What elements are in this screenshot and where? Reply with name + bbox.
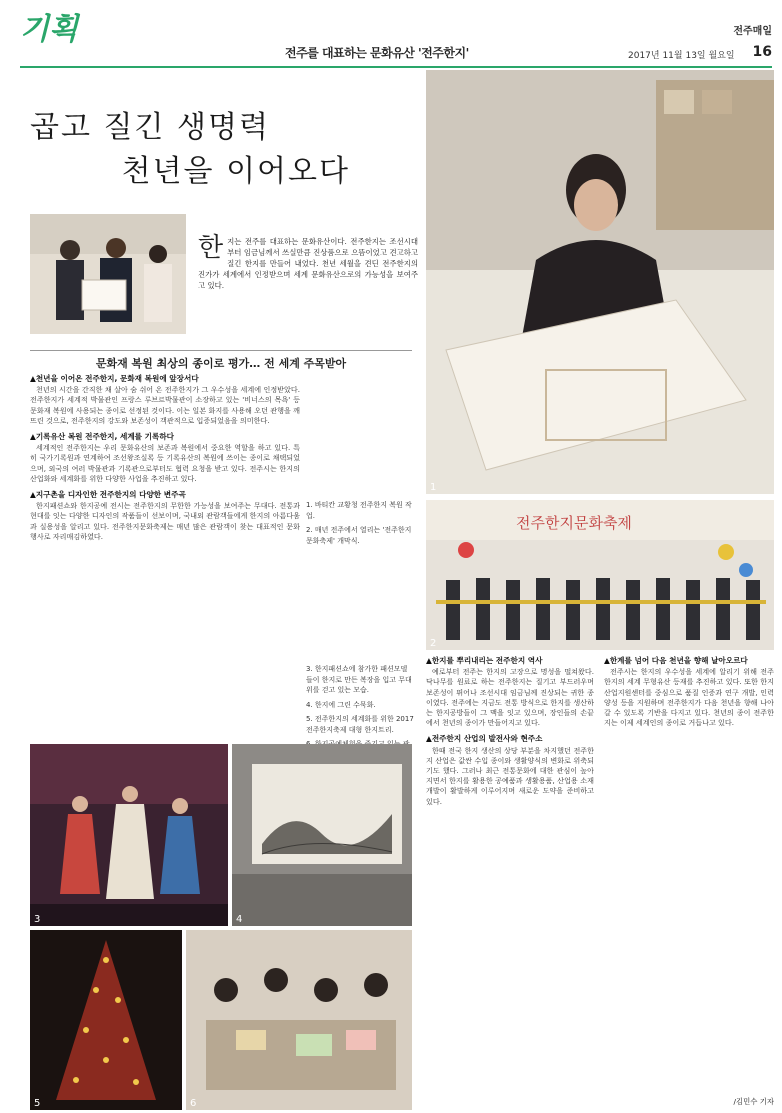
headline-line-2: 천년을 이어오다 [121, 154, 350, 189]
headline-line-1: 곱고 질긴 생명력 [30, 110, 270, 145]
photo-ink-painting [232, 744, 412, 926]
article-3-body: 한지패션쇼와 한지공예 전시는 전주한지의 무한한 가능성을 보여주는 무대다. 전통과 현대를 잇는 다양한 디자인의 작품들이 선보이며, 국내외 관람객들에게 한지의 아름다움과 실용성을 알리고 있다. 전주한지문화축제는 매년 많은 관람객이 찾는 대표적인 문화행사로 자리매김하였다. [30, 501, 300, 541]
svg-text:1: 1 [430, 482, 437, 493]
article-5-heading: ▲전주한지 산업의 발전사와 현주소 [426, 734, 543, 744]
svg-text:6: 6 [190, 1098, 197, 1109]
series-topic: 전주를 대표하는 문화유산 '전주한지' [285, 46, 469, 60]
fashion-illustration [30, 744, 228, 926]
article-5-body: 한때 전국 한지 생산의 상당 부분을 차지했던 전주한지 산업은 값싼 수입 종이와 생활양식의 변화로 위축되기도 했다. 그러나 최근 전통문화에 대한 관심이 높아지면서 한지를 활용한 공예품과 생활용품, 산업용 소재 개발이 활발하게 이루어지며 새로운 도약을 준비하고 있다. [426, 745, 594, 806]
svg-text:4: 4 [236, 914, 243, 925]
article-column-3 [426, 656, 594, 1110]
craft-illustration [186, 930, 412, 1110]
article-6-heading: ▲한계를 넘어 다음 천년을 향해 날아오르다 [604, 656, 748, 665]
reporter-byline: /김민수 기자 [733, 1097, 774, 1106]
svg-text:3: 3 [34, 914, 41, 925]
svg-text:5: 5 [34, 1098, 41, 1109]
photo-captions-top [306, 500, 414, 550]
publication-name: 전주매일 [733, 26, 772, 37]
photo-craft-experience [186, 930, 412, 1110]
caption-5: 5. 전주한지의 세계화를 위한 2017 전주한지축제 대형 한지트리. [306, 715, 414, 734]
article-subhead: 문화재 복원 최상의 종이로 평가… 전 세계 주목받아 [30, 350, 412, 371]
ink-painting-illustration [232, 744, 412, 926]
article-2-body: 세계적인 전주한지는 우리 문화유산의 보존과 복원에서 중요한 역할을 하고 있다. 특히 국가기록원과 연계하여 조선왕조실록 등 기록유산의 복원에 쓰이는 종이로 채택되었으며, 외국의 여러 박물관과 기록관으로부터도 협력 요청을 받고 있다. 전주시는 한지의 산업화와 세계화를 위한 다양한 사업을 추진하고 있다. [30, 443, 300, 483]
svg-text:2: 2 [430, 638, 437, 649]
article-4-body: 예로부터 전주는 한지의 고장으로 명성을 떨쳐왔다. 닥나무를 원료로 하는 전주한지는 질기고 부드러우며 보존성이 뛰어나 조선시대 임금님께 진상되는 귀한 종이였다. 전주에는 지금도 전통 방식으로 한지를 생산하는 한지공방들이 그 맥을 잇고 있으며, 장인들의 손끝에서 천년의 종이가 만들어지고 있다. [426, 667, 594, 728]
caption-4: 4. 한지에 그린 수묵화. [306, 700, 376, 709]
intro-text: 지는 전주를 대표하는 문화유산이다. 전주한지는 조선시대부터 임금님께서 쓰실만큼 진상품으로 으뜸이었고 견고하고 질긴 한지를 만들어 내었다. 천년 세월을 견딘 전주한지의 진가가 세계에서 인정받으며 세계 문화유산으로의 가능성을 보여주고 있다. [198, 237, 418, 290]
photo-hanji-tree [30, 930, 182, 1110]
section-title: 기획 [20, 12, 78, 47]
article-1-body: 천년의 시간을 간직한 채 살아 숨 쉬어 온 전주한지가 그 우수성을 세계에 인정받았다. 전주한지가 세계적 박물관인 프랑스 루브르박물관이 소장하고 있는 '비너스의 목욕' 등 문화재 복원에 사용되는 종이로 선정된 것이다. 이는 일본 화지를 사용해 오던 관행을 깨뜨린 것으로, 전주한지의 강도와 보존성이 객관적으로 입증되었음을 의미한다. [30, 385, 300, 425]
hanji-tree-illustration [30, 930, 182, 1110]
photo-artisan-hanji [426, 70, 774, 494]
article-3-heading: ▲지구촌을 디자인한 전주한지의 다양한 변주곡 [30, 490, 186, 500]
intro-paragraph [198, 233, 418, 291]
header-rule [20, 66, 772, 68]
photo-festival-opening [426, 500, 774, 650]
page-number: 16 [752, 44, 772, 60]
issue-date: 2017년 11월 13일 월요일 [628, 51, 735, 61]
festival-illustration [426, 500, 774, 650]
caption-2: 2. 매년 전주에서 열리는 '전주한지문화축제' 개막식. [306, 526, 412, 545]
article-4-heading: ▲한지를 뿌리내리는 전주한지 역사 [426, 656, 543, 665]
article-2-heading: ▲기록유산 복원 전주한지, 세계를 기록하다 [30, 432, 175, 442]
caption-1: 1. 바티칸 교황청 전주한지 복원 작업. [306, 501, 412, 520]
photo-award-ceremony [30, 214, 186, 334]
photo-hanji-fashion-show [30, 744, 228, 926]
caption-3: 3. 한지패션쇼에 참가한 패션모델들이 한지로 만든 복장을 입고 무대 위를 걷고 있는 모습. [306, 665, 412, 694]
intro-dropcap: 한 [198, 233, 224, 263]
headline [30, 106, 350, 194]
festival-banner-text: 전주한지문화축제 [516, 514, 632, 532]
award-ceremony-illustration [30, 214, 186, 334]
article-column-4 [604, 656, 774, 1096]
artisan-illustration [426, 70, 774, 494]
article-6-body: 전주시는 한지의 우수성을 세계에 알리기 위해 전주한지의 세계 무형유산 등재를 추진하고 있다. 또한 한지산업지원센터를 중심으로 품질 인증과 연구 개발, 인력 양성 등을 지원하며 전주한지가 다음 천년을 향해 나아갈 수 있도록 기반을 다지고 있다. 천년의 종이 전주한지는 이제 세계인의 종이로 거듭나고 있다. [604, 667, 774, 728]
article-column-1 [30, 374, 300, 548]
article-1-heading: ▲천년을 이어온 전주한지, 문화재 복원에 앞장서다 [30, 374, 199, 383]
